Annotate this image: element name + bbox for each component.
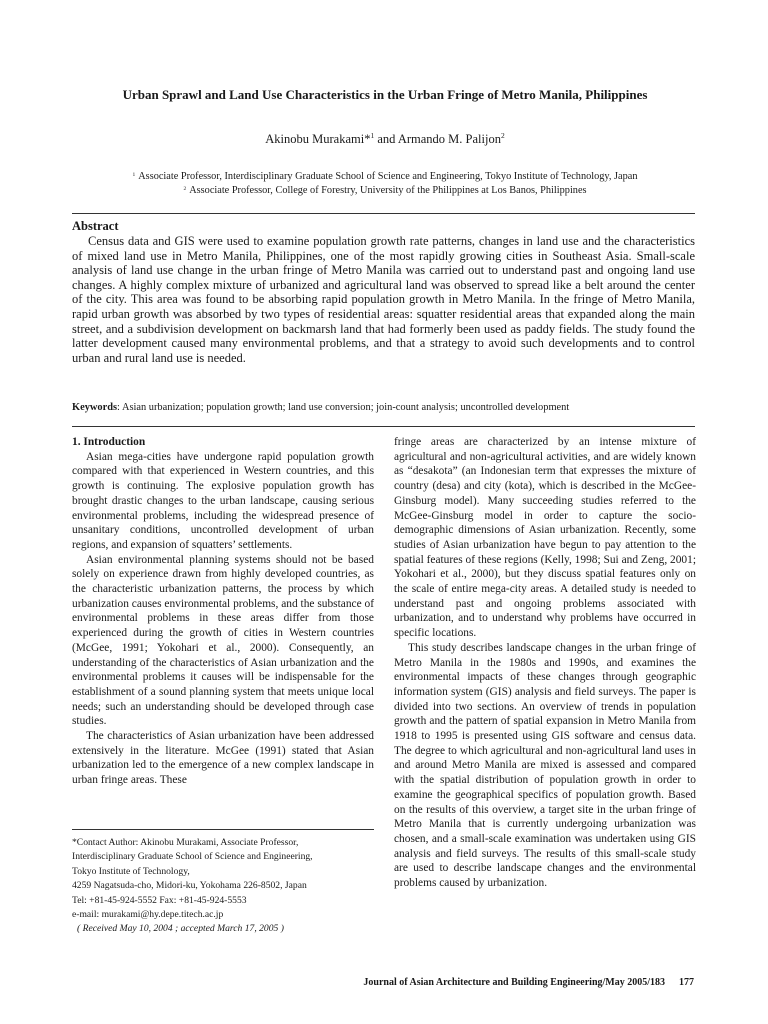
paragraph: fringe areas are characterized by an intense mixture of agricultural and non-agricultural activities, and are widely known as “desakota” (an Indonesian term that expresses the mixture of country (desa) and city (kota), which is described in the McGee-Ginsburg model). Many succeeding studies referred to the McGee-Ginsburg model in order to capture the socio-demographic dimensions of Asian urbanization. Recently, some studies of Asian urbanization have begun to pay attention to the spatial features of these regions (Kelly, 1998; Sui and Zeng, 2001; Yokohari et al., 2000), but they discuss spatial features only on the scale of entire mega-city areas. A detailed study is needed to understand past and ongoing problems associated with urbanization, and to understand why problems have occurred in specific locations. [394,436,696,640]
author-conjunction: and [377,132,396,147]
keywords-text: : Asian urbanization; population growth; land use conversion; join-count analysis; uncontrolled development [117,402,570,413]
footnote-line: Tokyo Institute of Technology, [72,865,190,877]
body-top-divider [72,426,695,427]
footnote-divider [72,829,374,830]
footnote-line: *Contact Author: Akinobu Murakami, Associate Professor, [72,837,299,848]
paragraph: Asian mega-cities have undergone rapid population growth compared with that experienced in Western countries, and this growth is continuing. The explosive population growth has brought drastic changes to the urban landscape, causing serious environmental problems, including the widespread presence of unsanitary conditions, uncontrolled development of urban regions, and expansion of squatters’ settlements. [72,450,374,551]
paragraph: The characteristics of Asian urbanization have been addressed extensively in the literature. McGee (1991) stated that Asian urbanization led to the emergence of a new complex landscape in urban fringe areas. These [72,730,374,787]
author-2: Armando M. Palijon [397,132,501,147]
author-1: Akinobu Murakami* [265,132,371,147]
journal-footer [363,976,694,990]
keywords-label: Keywords [72,402,118,413]
left-column [72,435,374,788]
contact-footnote [72,836,382,937]
author-line [60,128,710,147]
affiliation-1-text: Associate Professor, Interdisciplinary Graduate School of Science and Engineering, Tokyo Institute of Technology, Japan [138,171,638,182]
paragraph: This study describes landscape changes in the urban fringe of Metro Manila in the 1980s and 1990s, and examines the environmental impacts of these changes through geographic information system (GIS) analysis and field surveys. The paper is divided into two sections. An overview of trends in population growth and the pattern of spatial expansion in Metro Manila from 1918 to 1995 is presented using GIS software and census data. The degree to which agricultural and non-agricultural land uses in and around Metro Manila are mixed is assessed and compared with the spatial distribution of population growth in order to examine the geographical specifics of population growth. Based on the results of this overview, a target site in the urban fringe of Metro Manila that is currently undergoing urbanization was chosen, and a small-scale examination was undertaken using GIS analysis and field surveys. The results of this small-scale study are used to describe landscape changes and the environmental problems caused by urbanization. [394,641,696,890]
footnote-line: Interdisciplinary Graduate School of Science and Engineering, [72,851,313,863]
affiliation-2-text: Associate Professor, College of Forestry, University of the Philippines at Los Banos, Philippines [189,185,587,196]
right-column [394,435,696,891]
footnote-line: Tel: +81-45-924-5552 Fax: +81-45-924-5553 [72,894,247,906]
paper-title: Urban Sprawl and Land Use Characteristics in the Urban Fringe of Metro Manila, Philippines [122,87,648,102]
footnote-line: 4259 Nagatsuda-cho, Midori-ku, Yokohama 226-8502, Japan [72,880,307,892]
abstract-heading: Abstract [72,219,119,233]
abstract-top-divider [72,213,695,214]
footnote-email: e-mail: murakami@hy.depe.titech.ac.jp [72,909,224,921]
received-date: ( Received May 10, 2004 ; accepted March 17, 2005 ) [77,923,284,935]
abstract-text: Census data and GIS were used to examine population growth rate patterns, changes in land use and the characteristics of mixed land use in Metro Manila, Philippines, one of the most rapidly growing cities in Southeast Asia. Small-scale analysis of land use change in the urban fringe of Metro Manila was carried out to understand past and ongoing land use changes. A highly complex mixture of urbanized and agricultural land was observed to spread like a belt around the center of the city. This area was found to be absorbing rapid population growth in Metro Manila. In the fringe of Metro Manila, rapid urban growth was absorbed by two types of residential areas: squatter residential areas that expanded along the main street, and a subdivision development on backmarsh land that had formerly been used as paddy fields. The study found the latter development caused many environmental problems, and that a strategy to avoid such developments and to control urban and rural land use is needed. [72,234,695,365]
author-1-affil-mark: 1 [370,131,375,140]
keywords [72,401,695,415]
paragraph: Asian environmental planning systems should not be based solely on experience drawn from highly developed countries, as the characteristic urbanization patterns, the process by which urbanization causes environmental problems, and the substance of environmental problems in these areas differ from those experienced during the growth of cities in Western countries (McGee, 1991; Yokohari et al., 2000). Consequently, an understanding of the characteristics of Asian urbanization and the environmental problems it causes will be indispensable for the establishment of a sound planning system that meets unique local needs; such an understanding should be developed through case studies. [72,553,374,728]
affiliation-2-mark: 2 [183,186,187,192]
page-number: 177 [679,977,694,988]
section-heading-introduction: 1. Introduction [72,436,146,448]
affiliation-1-mark: 1 [132,172,136,178]
affiliation-2 [40,182,730,198]
author-2-affil-mark: 2 [500,131,505,140]
journal-citation: Journal of Asian Architecture and Building Engineering/May 2005/183 [363,977,665,988]
